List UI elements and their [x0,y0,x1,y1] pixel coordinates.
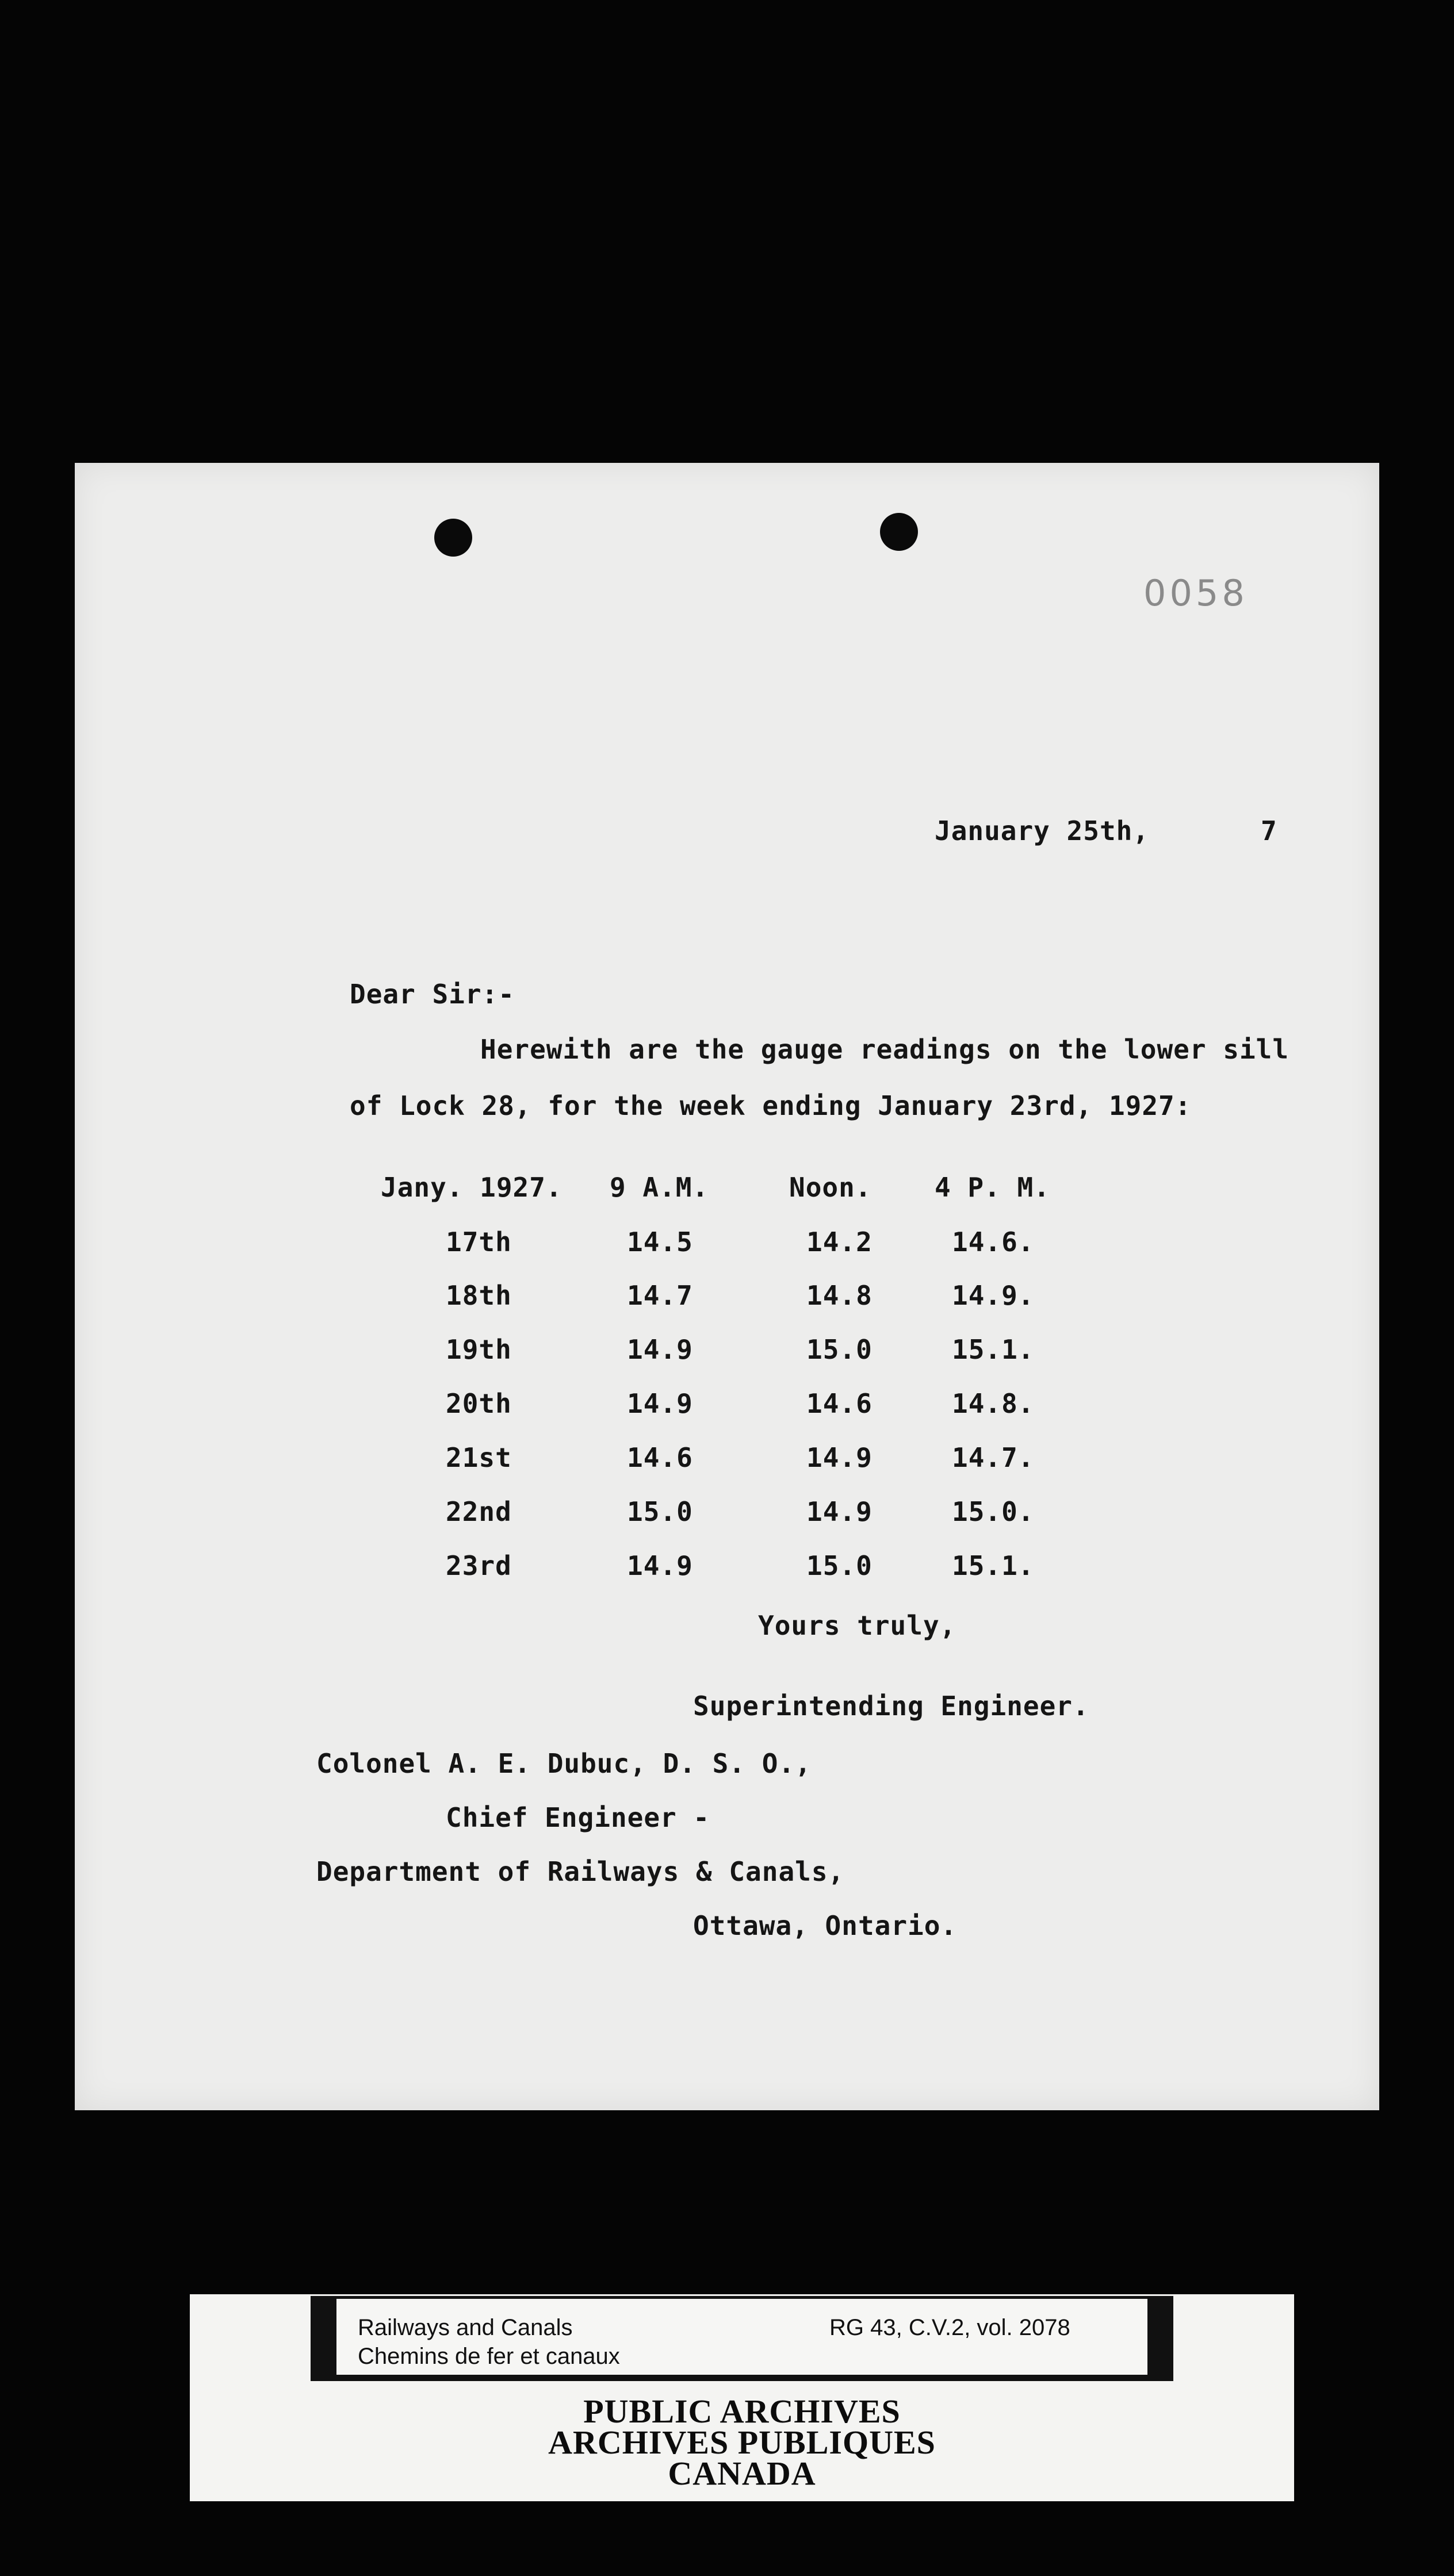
row-9am: 14.9 [627,1334,693,1365]
archive-reference: RG 43, C.V.2, vol. 2078 [829,2315,1070,2340]
row-noon: 14.9 [806,1442,873,1473]
addressee-title: Chief Engineer - [446,1802,710,1833]
row-4pm: 14.8. [952,1388,1035,1419]
row-4pm: 14.7. [952,1442,1035,1473]
row-noon: 15.0 [806,1550,873,1581]
archive-title-fr: ARCHIVES PUBLIQUES [548,2424,936,2461]
addressee-city: Ottawa, Ontario. [693,1910,958,1941]
row-4pm: 14.9. [952,1280,1035,1311]
row-day: 17th [446,1226,512,1258]
row-9am: 14.9 [627,1550,693,1581]
archive-title-en: PUBLIC ARCHIVES [583,2393,901,2430]
signature-title: Superintending Engineer. [693,1690,1089,1722]
fonds-french: Chemins de fer et canaux [358,2344,620,2369]
row-day: 19th [446,1334,512,1365]
body-line-2: of Lock 28, for the week ending January 23rd, 1927: [350,1090,1192,1121]
body-line-1: Herewith are the gauge readings on the lower sill [480,1034,1290,1065]
row-4pm: 14.6. [952,1226,1035,1258]
row-day: 23rd [446,1550,512,1581]
row-9am: 14.5 [627,1226,693,1258]
row-noon: 15.0 [806,1334,873,1365]
header-9am: 9 A.M. [610,1172,709,1203]
row-day: 21st [446,1442,512,1473]
row-9am: 14.6 [627,1442,693,1473]
punch-hole-right [880,513,918,551]
closing: Yours truly, [758,1610,956,1641]
row-noon: 14.9 [806,1496,873,1527]
salutation: Dear Sir:- [350,979,515,1010]
date-mark: 7 [1261,815,1277,846]
addressee-department: Department of Railways & Canals, [316,1856,845,1887]
row-day: 22nd [446,1496,512,1527]
header-noon: Noon. [789,1172,872,1203]
header-4pm: 4 P. M. [935,1172,1050,1203]
row-day: 20th [446,1388,512,1419]
row-9am: 14.9 [627,1388,693,1419]
fonds-english: Railways and Canals [358,2315,573,2340]
row-noon: 14.8 [806,1280,873,1311]
archive-country: CANADA [668,2455,816,2492]
row-9am: 15.0 [627,1496,693,1527]
row-noon: 14.6 [806,1388,873,1419]
row-4pm: 15.1. [952,1334,1035,1365]
punch-hole-left [434,519,472,557]
row-noon: 14.2 [806,1226,873,1258]
row-9am: 14.7 [627,1280,693,1311]
addressee-name: Colonel A. E. Dubuc, D. S. O., [316,1748,812,1779]
header-date: Jany. 1927. [381,1172,563,1203]
row-day: 18th [446,1280,512,1311]
letter-date: January 25th, [935,815,1150,846]
row-4pm: 15.1. [952,1550,1035,1581]
row-4pm: 15.0. [952,1496,1035,1527]
page-number-stamp: 0058 [1143,572,1248,614]
